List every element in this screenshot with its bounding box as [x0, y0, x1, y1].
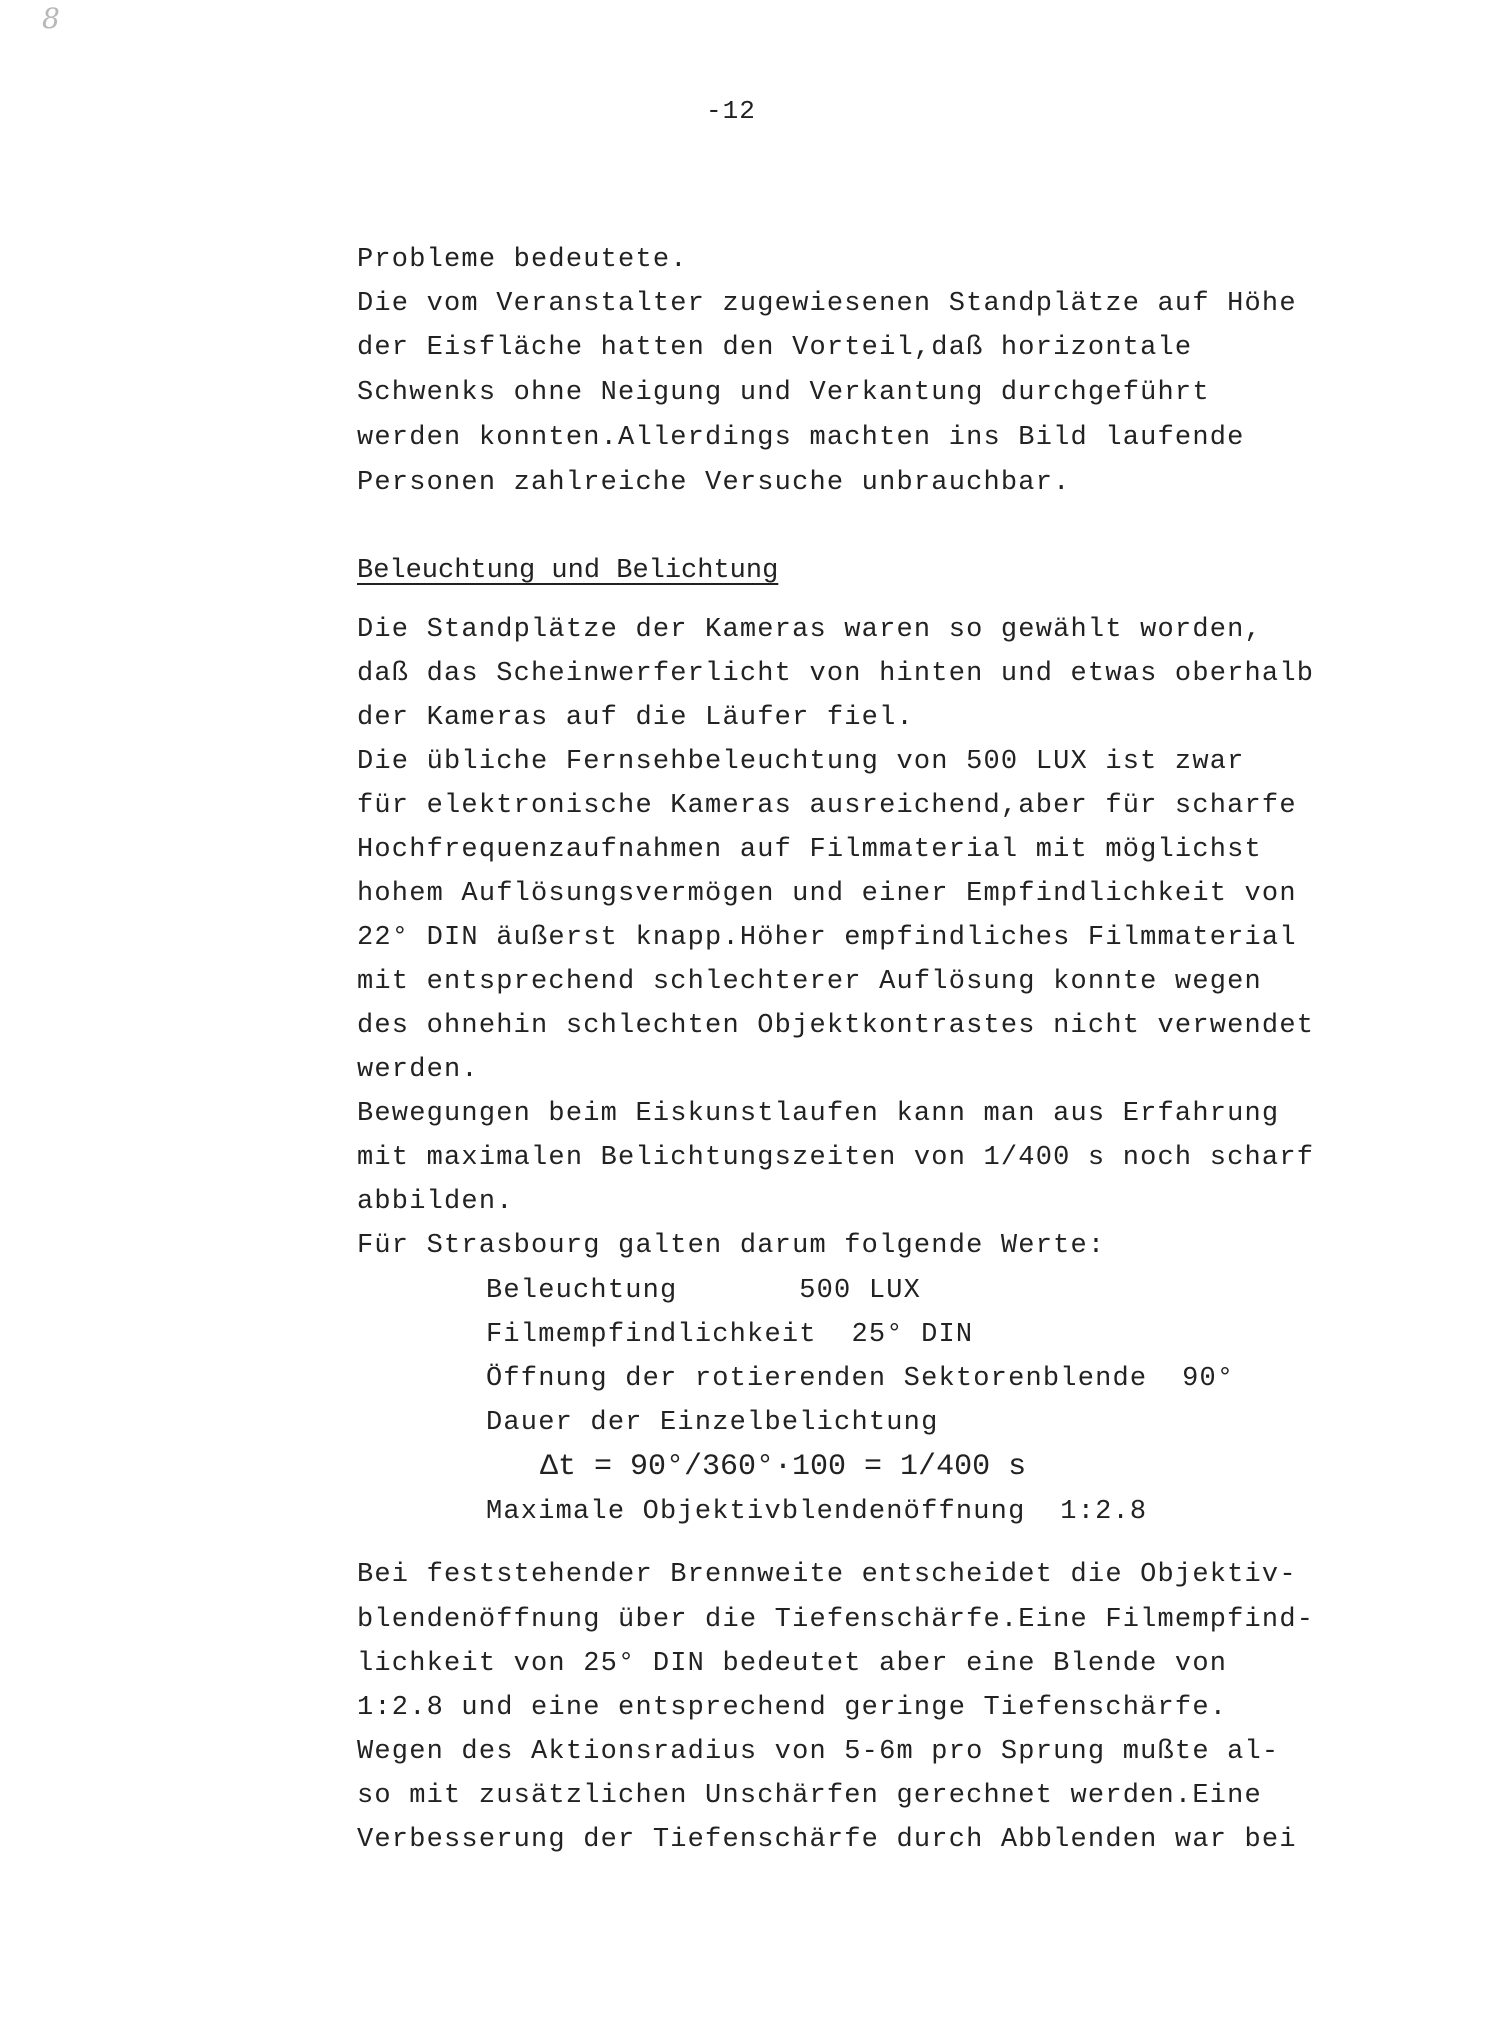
paragraph1-line: Personen zahlreiche Versuche unbrauchbar. [357, 468, 1071, 498]
value-dauer: Dauer der Einzelbelichtung [486, 1408, 939, 1438]
paragraph2-line: hohem Auflösungsvermögen und einer Empfindlichkeit von [357, 879, 1297, 909]
paragraph2-line: Bewegungen beim Eiskunstlaufen kann man aus Erfahrung [357, 1099, 1280, 1129]
paragraph1-line: Schwenks ohne Neigung und Verkantung durchgeführt [357, 378, 1210, 408]
exposure-formula: Δt = 90°/360°·100 = 1/400 s [540, 1450, 1027, 1484]
paragraph3-line: lichkeit von 25° DIN bedeutet aber eine Blende von [357, 1649, 1228, 1679]
paragraph2-line: mit entsprechend schlechterer Auflösung konnte wegen [357, 967, 1262, 997]
paragraph2-line: des ohnehin schlechten Objektkontrastes nicht verwendet [357, 1011, 1315, 1041]
paragraph1-line: Die vom Veranstalter zugewiesenen Standplätze auf Höhe [357, 289, 1297, 319]
paragraph1-line: Probleme bedeutete. [357, 245, 688, 275]
value-beleuchtung: Beleuchtung 500 LUX [486, 1276, 922, 1306]
paragraph3-line: so mit zusätzlichen Unschärfen gerechnet werden.Eine [357, 1781, 1262, 1811]
paragraph3-line: Verbesserung der Tiefenschärfe durch Abblenden war bei [357, 1825, 1297, 1855]
value-filmempfindlichkeit: Filmempfindlichkeit 25° DIN [486, 1320, 974, 1350]
paragraph2-line: für elektronische Kameras ausreichend,aber für scharfe [357, 791, 1297, 821]
paragraph2-line: Für Strasbourg galten darum folgende Werte: [357, 1231, 1106, 1261]
paragraph2-line: der Kameras auf die Läufer fiel. [357, 703, 914, 733]
paragraph1-line: werden konnten.Allerdings machten ins Bild laufende [357, 423, 1245, 453]
value-oeffnung: Öffnung der rotierenden Sektorenblende 90° [486, 1364, 1235, 1394]
section-heading: Beleuchtung und Belichtung [357, 556, 779, 586]
paragraph2-line: daß das Scheinwerferlicht von hinten und etwas oberhalb [357, 659, 1315, 689]
paragraph3-line: blendenöffnung über die Tiefenschärfe.Eine Filmempfind- [357, 1605, 1315, 1635]
paragraph1-line: der Eisfläche hatten den Vorteil,daß horizontale [357, 333, 1193, 363]
paragraph2-line: Die übliche Fernsehbeleuchtung von 500 LUX ist zwar [357, 747, 1245, 777]
paragraph2-line: abbilden. [357, 1187, 514, 1217]
paragraph3-line: Bei feststehender Brennweite entscheidet die Objektiv- [357, 1560, 1297, 1590]
paragraph2-line: werden. [357, 1055, 479, 1085]
paragraph2-line: mit maximalen Belichtungszeiten von 1/400 s noch scharf [357, 1143, 1315, 1173]
paragraph2-line: Hochfrequenzaufnahmen auf Filmmaterial mit möglichst [357, 835, 1262, 865]
value-blende: Maximale Objektivblendenöffnung 1:2.8 [486, 1497, 1148, 1527]
paragraph3-line: 1:2.8 und eine entsprechend geringe Tiefenschärfe. [357, 1693, 1228, 1723]
page-number: -12 [706, 96, 756, 126]
paragraph3-line: Wegen des Aktionsradius von 5-6m pro Sprung mußte al- [357, 1737, 1280, 1767]
corner-mark: 8 [42, 2, 60, 35]
paragraph2-line: Die Standplätze der Kameras waren so gewählt worden, [357, 615, 1262, 645]
paragraph2-line: 22° DIN äußerst knapp.Höher empfindliches Filmmaterial [357, 923, 1297, 953]
